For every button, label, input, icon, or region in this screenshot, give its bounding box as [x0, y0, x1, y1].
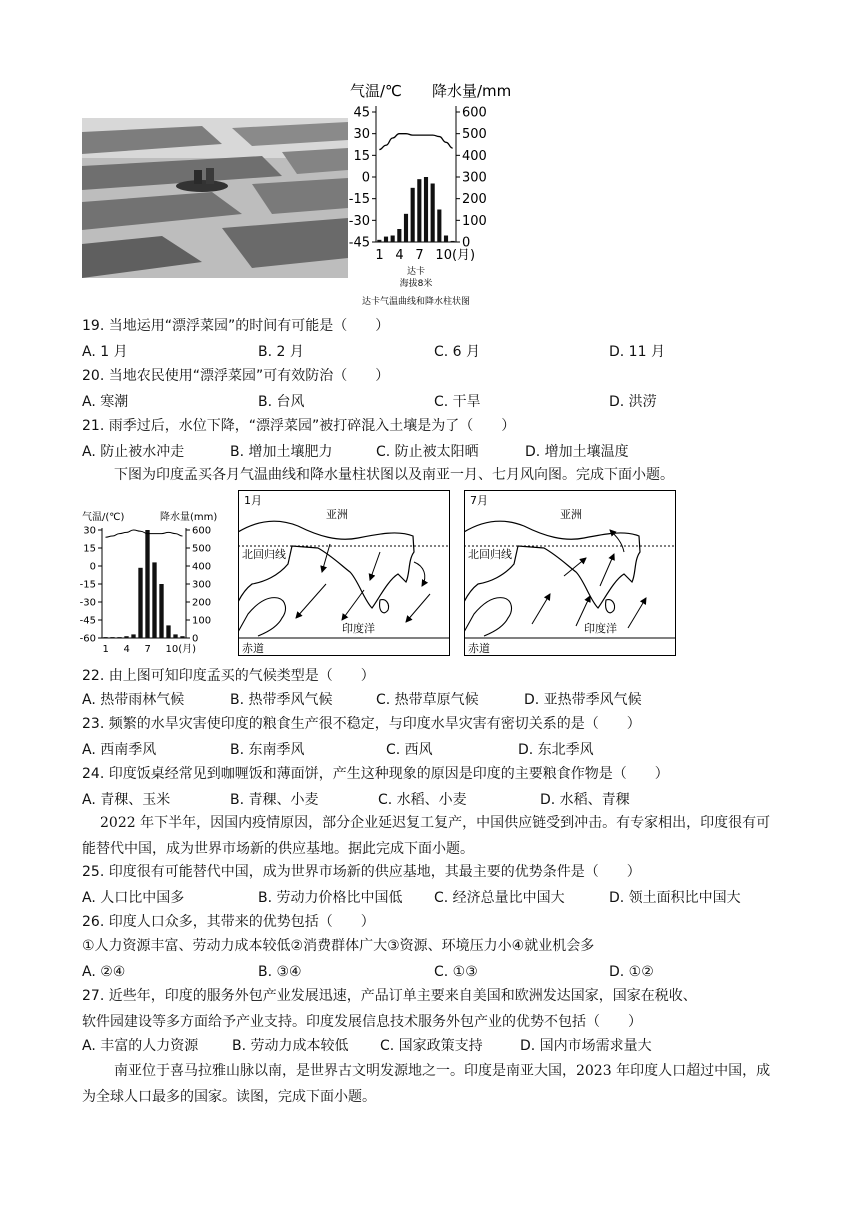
dhaka-x-tick: 4: [395, 248, 404, 263]
dhaka-left-tick: -15: [348, 192, 370, 208]
question-23-stem: 23. 频繁的水旱灾害使印度的粮食生产很不稳定，与印度水旱灾害有密切关系的是（ ）: [82, 716, 641, 732]
dhaka-right-tick: 500: [462, 127, 487, 143]
q24-option-a[interactable]: A. 青稞、玉米: [82, 792, 171, 808]
mumbai-right-tick: 400: [192, 561, 212, 573]
question-25-stem: 25. 印度很有可能替代中国，成为世界市场新的供应基地，其最主要的优势条件是（ ）: [82, 864, 641, 880]
wind-map-january: [238, 490, 450, 656]
dhaka-left-tick: 45: [353, 105, 370, 121]
jul-ocean-label: 印度洋: [584, 622, 617, 635]
q23-option-d[interactable]: D. 东北季风: [518, 742, 594, 758]
dhaka-caption: 达卡气温曲线和降水柱状图: [361, 297, 471, 307]
dhaka-right-tick: 100: [462, 213, 487, 229]
question-19-stem: 19. 当地运用“漂浮菜园”的时间有可能是（ ）: [82, 318, 390, 334]
dhaka-left-tick: -30: [348, 213, 370, 229]
q26-option-d[interactable]: D. ①②: [609, 964, 654, 980]
mumbai-left-tick: -30: [80, 597, 96, 609]
mumbai-x-tick: 4: [123, 644, 130, 655]
q23-option-a[interactable]: A. 西南季风: [82, 742, 157, 758]
mumbai-precip-bar: [166, 625, 170, 638]
intro-paragraph-1: 下图为印度孟买各月气温曲线和降水量柱状图以及南亚一月、七月风向图。完成下面小题。: [114, 467, 674, 483]
dhaka-climograph: [346, 78, 530, 310]
q24-option-b[interactable]: B. 青稞、小麦: [230, 792, 319, 808]
q20-option-b[interactable]: B. 台风: [258, 394, 305, 410]
q22-option-c[interactable]: C. 热带草原气候: [376, 692, 479, 708]
mumbai-y-left-label: 气温/(℃): [82, 512, 125, 523]
mumbai-right-tick: 600: [192, 525, 212, 537]
q19-option-d[interactable]: D. 11 月: [609, 344, 665, 360]
q24-option-d[interactable]: D. 水稻、青稞: [540, 792, 630, 808]
dhaka-left-tick: 0: [361, 170, 370, 186]
question-24-stem: 24. 印度饭桌经常见到咖喱饭和薄面饼，产生这种现象的原因是印度的主要粮食作物是（ ）: [82, 766, 669, 782]
mumbai-precip-bar: [152, 562, 156, 638]
dhaka-left-tick: 15: [353, 148, 370, 164]
dhaka-precip-bar: [384, 237, 388, 242]
mumbai-right-tick: 0: [192, 633, 199, 645]
mumbai-precip-bar: [110, 637, 114, 638]
mumbai-right-tick: 300: [192, 579, 212, 591]
mumbai-precip-bar: [138, 568, 142, 638]
dhaka-right-tick: 0: [462, 235, 471, 251]
question-22-stem: 22. 由上图可知印度孟买的气候类型是（ ）: [82, 668, 375, 684]
dhaka-x-tick: 1: [375, 248, 384, 263]
dhaka-precip-bar: [397, 229, 401, 242]
mumbai-x-tick: 1: [102, 644, 109, 655]
q26-option-a[interactable]: A. ②④: [82, 964, 126, 980]
dhaka-precip-bar: [417, 179, 421, 242]
q23-option-b[interactable]: B. 东南季风: [230, 742, 305, 758]
q19-option-a[interactable]: A. 1 月: [82, 344, 128, 360]
dhaka-y-left-label: 气温/℃: [350, 82, 402, 100]
q27-option-c[interactable]: C. 国家政策支持: [380, 1038, 483, 1054]
mumbai-right-tick: 100: [192, 615, 212, 627]
question-26-stem: 26. 印度人口众多，其带来的优势包括（ ）: [82, 914, 375, 930]
dhaka-precip-bar: [424, 177, 428, 242]
dhaka-precip-bar: [391, 236, 395, 243]
mumbai-precip-bar: [173, 634, 177, 638]
mumbai-climograph: [80, 508, 236, 658]
q25-option-c[interactable]: C. 经济总量比中国大: [434, 890, 565, 906]
mumbai-precip-bar: [124, 636, 128, 638]
dhaka-precip-bar: [411, 188, 415, 242]
q21-option-a[interactable]: A. 防止被水冲走: [82, 444, 185, 460]
dhaka-station-label: 达卡: [406, 267, 426, 277]
q22-option-a[interactable]: A. 热带雨林气候: [82, 692, 185, 708]
dhaka-right-tick: 300: [462, 170, 487, 186]
mumbai-left-tick: 15: [83, 543, 96, 555]
dhaka-right-tick: 200: [462, 192, 487, 208]
jan-tropic-label: 北回归线: [242, 548, 286, 561]
jan-month-label: 1月: [244, 494, 262, 507]
dhaka-precip-bar: [437, 210, 441, 243]
q27-option-d[interactable]: D. 国内市场需求量大: [520, 1038, 652, 1054]
dhaka-x-tick: 10(月): [435, 248, 476, 263]
q21-option-d[interactable]: D. 增加土壤温度: [525, 444, 629, 460]
q25-option-d[interactable]: D. 领土面积比中国大: [609, 890, 741, 906]
mumbai-left-tick: 0: [89, 561, 96, 573]
question-27-stem-line2: 软件园建设等多方面给予产业支持。印度发展信息技术服务外包产业的优势不包括（ ）: [82, 1014, 642, 1030]
floating-garden-photo: [82, 118, 348, 278]
jan-equator-label: 赤道: [242, 642, 264, 655]
mumbai-left-tick: -15: [80, 579, 96, 591]
q20-option-a[interactable]: A. 寒潮: [82, 394, 129, 410]
q22-option-d[interactable]: D. 亚热带季风气候: [524, 692, 642, 708]
mumbai-right-tick: 200: [192, 597, 212, 609]
mumbai-left-tick: -60: [80, 633, 96, 645]
dhaka-precip-bar: [431, 184, 435, 243]
mumbai-left-tick: 30: [83, 525, 96, 537]
q23-option-c[interactable]: C. 西风: [386, 742, 433, 758]
dhaka-left-tick: 30: [353, 127, 370, 143]
q25-option-b[interactable]: B. 劳动力价格比中国低: [258, 890, 403, 906]
question-20-stem: 20. 当地农民使用“漂浮菜园”可有效防治（ ）: [82, 368, 390, 384]
jul-month-label: 7月: [470, 494, 488, 507]
mumbai-x-tick: 7: [144, 644, 151, 655]
q20-option-d[interactable]: D. 洪涝: [609, 394, 657, 410]
dhaka-precip-bar: [444, 236, 448, 243]
mumbai-temperature-curve: [106, 530, 183, 537]
q20-option-c[interactable]: C. 干旱: [434, 394, 481, 410]
mumbai-precip-bar: [131, 634, 135, 638]
q19-option-b[interactable]: B. 2 月: [258, 344, 304, 360]
mumbai-precip-bar: [103, 637, 107, 638]
dhaka-precip-bar: [451, 241, 455, 242]
q26-option-b[interactable]: B. ③④: [258, 964, 302, 980]
mumbai-precip-bar: [145, 530, 149, 638]
intro-paragraph-2: 2022 年下半年，因国内疫情原因，部分企业延迟复工复产，中国供应链受到冲击。有专家相出，印度很有可能替代中国，成为世界市场新的供应基地。据此完成下面小题。: [82, 815, 771, 857]
dhaka-right-tick: 400: [462, 148, 487, 164]
q21-option-c[interactable]: C. 防止被太阳晒: [376, 444, 479, 460]
dhaka-y-right-label: 降水量/mm: [432, 82, 512, 100]
question-21-stem: 21. 雨季过后，水位下降，“漂浮菜园”被打碎混入土壤是为了（ ）: [82, 418, 516, 434]
intro-paragraph-3: 南亚位于喜马拉雅山脉以南，是世界古文明发源地之一。印度是南亚大国，2023 年印度人口超过中国，成为全球人口最多的国家。读图，完成下面小题。: [82, 1063, 771, 1105]
question-27-stem-line1: 27. 近些年，印度的服务外包产业发展迅速，产品订单主要来自美国和欧洲发达国家，国家在税收、: [82, 988, 697, 1004]
dhaka-right-tick: 600: [462, 105, 487, 121]
dhaka-elevation-label: 海拔8米: [399, 279, 433, 289]
dhaka-precip-bar: [404, 214, 408, 242]
jul-tropic-label: 北回归线: [468, 548, 512, 561]
jan-asia-label: 亚洲: [326, 508, 348, 521]
q26-option-c[interactable]: C. ①③: [434, 964, 478, 980]
q21-option-b[interactable]: B. 增加土壤肥力: [230, 444, 333, 460]
jul-asia-label: 亚洲: [560, 508, 582, 521]
wind-map-july: [464, 490, 676, 656]
jan-ocean-label: 印度洋: [342, 622, 375, 635]
q25-option-a[interactable]: A. 人口比中国多: [82, 890, 185, 906]
q24-option-c[interactable]: C. 水稻、小麦: [378, 792, 467, 808]
dhaka-x-tick: 7: [415, 248, 424, 263]
mumbai-left-tick: -45: [80, 615, 96, 627]
q27-option-a[interactable]: A. 丰富的人力资源: [82, 1038, 199, 1054]
dhaka-left-tick: -45: [348, 235, 370, 251]
jul-equator-label: 赤道: [468, 642, 490, 655]
dhaka-temperature-curve: [379, 134, 452, 150]
q27-option-b[interactable]: B. 劳动力成本较低: [232, 1038, 349, 1054]
mumbai-precip-bar: [180, 636, 184, 638]
mumbai-right-tick: 500: [192, 543, 212, 555]
mumbai-x-tick: 10(月): [165, 644, 197, 655]
mumbai-y-right-label: 降水量(mm): [160, 512, 218, 523]
q19-option-c[interactable]: C. 6 月: [434, 344, 481, 360]
q22-option-b[interactable]: B. 热带季风气候: [230, 692, 333, 708]
mumbai-precip-bar: [159, 584, 163, 638]
mumbai-precip-bar: [117, 637, 121, 638]
dhaka-precip-bar: [377, 240, 381, 242]
q26-statements: ①人力资源丰富、劳动力成本较低②消费群体广大③资源、环境压力小④就业机会多: [82, 938, 595, 954]
